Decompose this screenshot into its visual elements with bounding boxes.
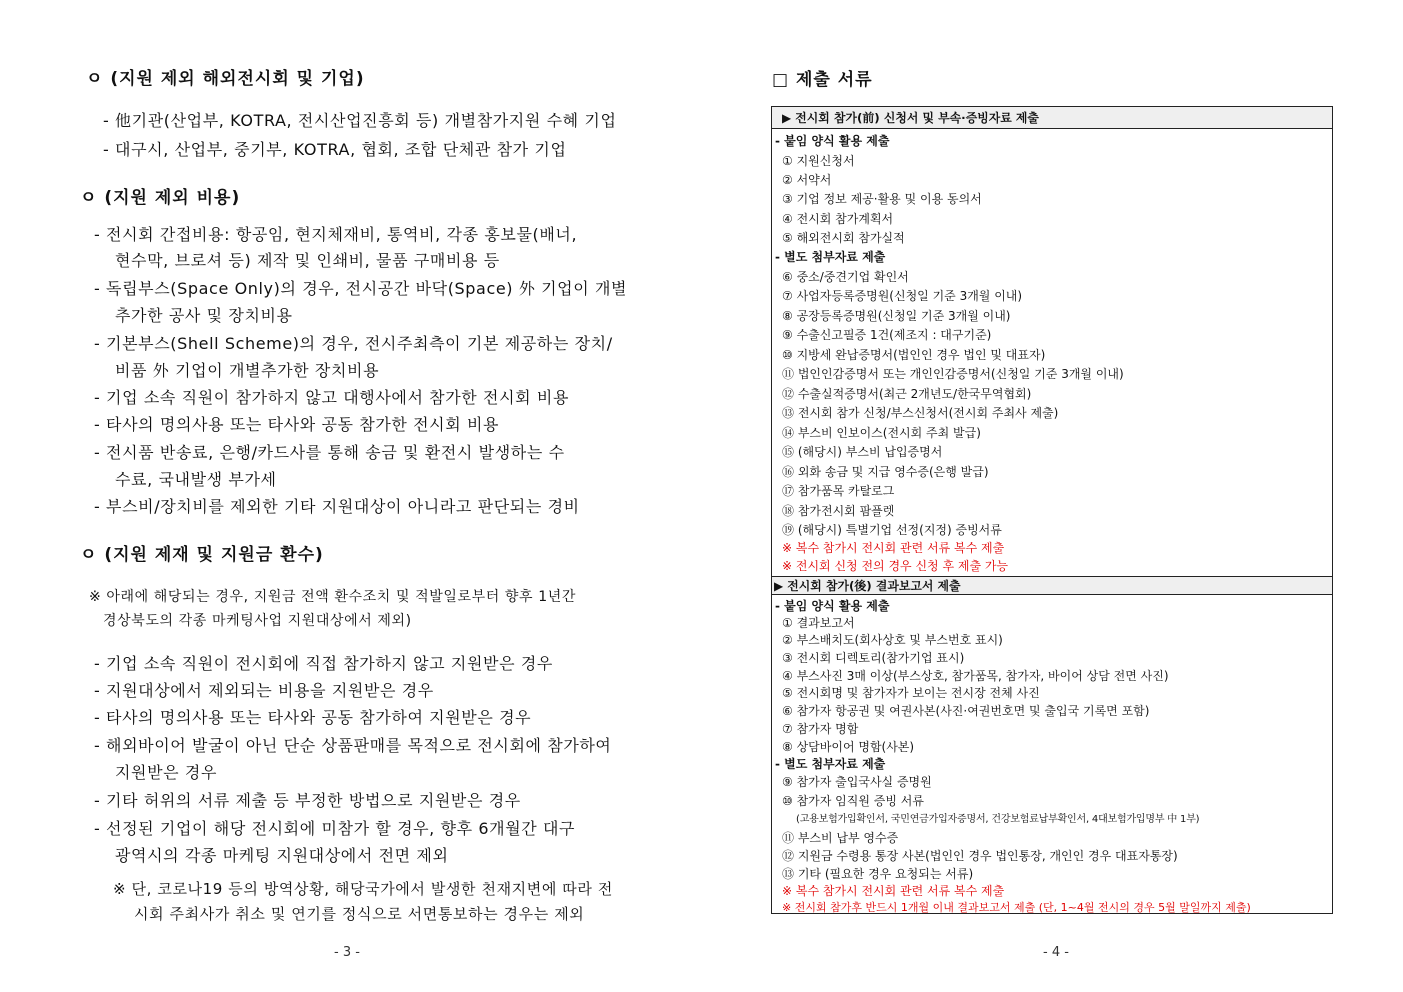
page-number: - 3 -: [334, 945, 360, 960]
document-item: ② 부스배치도(회사상호 및 부스번호 표시): [782, 633, 1003, 647]
list-item-continued: 현수막, 브로셔 등) 제작 및 인쇄비, 물품 구매비용 등: [115, 251, 500, 270]
documents-table: [771, 106, 1333, 914]
document-item: ⑧ 공장등록증명원(신청일 기준 3개월 이내): [782, 309, 1011, 323]
document-item: ① 지원신청서: [782, 154, 855, 168]
sanction-note-continued: 경상북도의 각종 마케팅사업 지원대상에서 제외): [103, 613, 412, 629]
covid-note: ※ 단, 코로나19 등의 방역상황, 해당국가에서 발생한 천재지변에 따라 전: [113, 880, 613, 898]
document-item: ⑩ 지방세 완납증명서(법인인 경우 법인 및 대표자): [782, 348, 1046, 362]
document-item: ⑧ 상담바이어 명함(사본): [782, 740, 915, 754]
before-section-header: ▶ 전시회 참가(前) 신청서 및 부속·증빙자료 제출: [772, 107, 1332, 129]
list-item: - 기타 허위의 서류 제출 등 부정한 방법으로 지원받은 경우: [94, 791, 521, 810]
list-item-continued: 비품 外 기업이 개별추가한 장치비용: [115, 361, 380, 380]
covid-note-continued: 시회 주최사가 취소 및 연기를 정식으로 서면통보하는 경우는 제외: [134, 905, 585, 923]
document-item: ⑨ 참가자 출입국사실 증명원: [782, 775, 932, 789]
list-item: - 전시회 간접비용: 항공임, 현지체재비, 통역비, 각종 홍보물(배너,: [94, 225, 578, 244]
document-item: ⑪ 법인인감증명서 또는 개인인감증명서(신청일 기준 3개월 이내): [782, 367, 1124, 381]
document-item: ⑫ 지원금 수령용 통장 사본(법인인 경우 법인통장, 개인인 경우 대표자통장): [782, 849, 1178, 863]
list-item: - 부스비/장치비를 제외한 기타 지원대상이 아니라고 판단되는 경비: [94, 497, 580, 516]
document-item: ⑥ 중소/중견기업 확인서: [782, 270, 909, 284]
document-item: ⑤ 전시회명 및 참가자가 보이는 전시장 전체 사진: [782, 686, 1040, 700]
document-item: ⑦ 사업자등록증명원(신청일 기준 3개월 이내): [782, 289, 1023, 303]
note-red: ※ 복수 참가시 전시회 관련 서류 복수 제출: [782, 541, 1005, 555]
document-item: ⑰ 참가품목 카탈로그: [782, 484, 895, 498]
list-item-continued: 수료, 국내발생 부가세: [115, 470, 277, 489]
document-item: ⑲ (해당시) 특별기업 선정(지정) 증빙서류: [782, 523, 1002, 537]
subsection-label: - 붙임 양식 활용 제출: [775, 599, 890, 613]
document-item: ⑮ (해당시) 부스비 납입증명서: [782, 445, 943, 459]
page-number: - 4 -: [1043, 945, 1069, 960]
subsection-label: - 별도 첨부자료 제출: [775, 250, 886, 264]
document-item: ⑯ 외화 송금 및 지급 영수증(은행 발급): [782, 465, 989, 479]
subsection-label: - 별도 첨부자료 제출: [775, 757, 886, 771]
list-item: - 기본부스(Shell Scheme)의 경우, 전시주최측이 기본 제공하는 장치/: [94, 334, 613, 353]
section-heading-sanction: ㅇ (지원 제재 및 지원금 환수): [80, 545, 324, 565]
page-4: [700, 0, 1403, 992]
list-item: - 기업 소속 직원이 참가하지 않고 대행사에서 참가한 전시회 비용: [94, 388, 570, 407]
document-item: ⑤ 해외전시회 참가실적: [782, 231, 905, 245]
subsection-label: - 붙임 양식 활용 제출: [775, 134, 890, 148]
document-item: ③ 전시회 디렉토리(참가기업 표시): [782, 651, 965, 665]
document-item: ① 결과보고서: [782, 616, 855, 630]
list-item: - 他기관(산업부, KOTRA, 전시산업진흥회 등) 개별참가지원 수혜 기업: [103, 111, 617, 130]
document-item-detail: (고용보험가입확인서, 국민연금가입자증명서, 건강보험료납부확인서, 4대보험가입명부 中 1부): [796, 814, 1200, 825]
list-item-continued: 광역시의 각종 마케팅 지원대상에서 전면 제외: [115, 846, 449, 865]
section-heading-excluded-fairs: ㅇ (지원 제외 해외전시회 및 기업): [86, 69, 365, 89]
note-red: ※ 복수 참가시 전시회 관련 서류 복수 제출: [782, 884, 1005, 898]
list-item: - 기업 소속 직원이 전시회에 직접 참가하지 않고 지원받은 경우: [94, 654, 553, 673]
note-red: ※ 전시회 신청 전의 경우 신청 후 제출 가능: [782, 559, 1009, 573]
list-item: - 타사의 명의사용 또는 타사와 공동 참가하여 지원받은 경우: [94, 708, 532, 727]
list-item-continued: 추가한 공사 및 장치비용: [115, 306, 293, 325]
list-item: - 해외바이어 발굴이 아닌 단순 상품판매를 목적으로 전시회에 참가하여: [94, 736, 612, 755]
document-item: ⑫ 수출실적증명서(최근 2개년도/한국무역협회): [782, 387, 1032, 401]
after-section-header: ▶ 전시회 참가(後) 결과보고서 제출: [772, 576, 1332, 595]
document-item: ⑩ 참가자 임직원 증빙 서류: [782, 794, 924, 808]
document-item: ⑭ 부스비 인보이스(전시회 주최 발급): [782, 426, 981, 440]
list-item: - 지원대상에서 제외되는 비용을 지원받은 경우: [94, 681, 434, 700]
document-item: ⑬ 기타 (필요한 경우 요청되는 서류): [782, 867, 974, 881]
document-item: ⑨ 수출신고필증 1건(제조지 : 대구기준): [782, 328, 992, 342]
list-item-continued: 지원받은 경우: [115, 763, 218, 782]
document-item: ⑦ 참가자 명함: [782, 722, 859, 736]
page-title: □ 제출 서류: [772, 70, 873, 90]
document-item: ⑥ 참가자 항공권 및 여권사본(사진·여권번호면 및 출입국 기록면 포함): [782, 704, 1150, 718]
note-red: ※ 전시회 참가후 반드시 1개월 이내 결과보고서 제출 (단, 1~4월 전시의 경우 5월 말일까지 제출): [782, 901, 1251, 914]
document-item: ④ 부스사진 3매 이상(부스상호, 참가품목, 참가자, 바이어 상담 전면 사진): [782, 669, 1169, 683]
list-item: - 대구시, 산업부, 중기부, KOTRA, 협회, 조합 단체관 참가 기업: [103, 140, 567, 159]
document-item: ④ 전시회 참가계획서: [782, 212, 894, 226]
document-item: ⑬ 전시회 참가 신청/부스신청서(전시회 주최사 제출): [782, 406, 1059, 420]
list-item: - 전시품 반송료, 은행/카드사를 통해 송금 및 환전시 발생하는 수: [94, 443, 565, 462]
page-3: [0, 0, 700, 992]
document-item: ⑱ 참가전시회 팜플렛: [782, 504, 895, 518]
sanction-note: ※ 아래에 해당되는 경우, 지원금 전액 환수조치 및 적발일로부터 향후 1년간: [89, 589, 576, 605]
document-item: ⑪ 부스비 납부 영수증: [782, 831, 899, 845]
list-item: - 선정된 기업이 해당 전시회에 미참가 할 경우, 향후 6개월간 대구: [94, 819, 576, 838]
section-heading-excluded-costs: ㅇ (지원 제외 비용): [80, 188, 241, 208]
list-item: - 타사의 명의사용 또는 타사와 공동 참가한 전시회 비용: [94, 415, 500, 434]
document-item: ② 서약서: [782, 173, 832, 187]
document-item: ③ 기업 정보 제공·활용 및 이용 동의서: [782, 192, 982, 206]
list-item: - 독립부스(Space Only)의 경우, 전시공간 바닥(Space) 外 기업이 개별: [94, 279, 628, 298]
